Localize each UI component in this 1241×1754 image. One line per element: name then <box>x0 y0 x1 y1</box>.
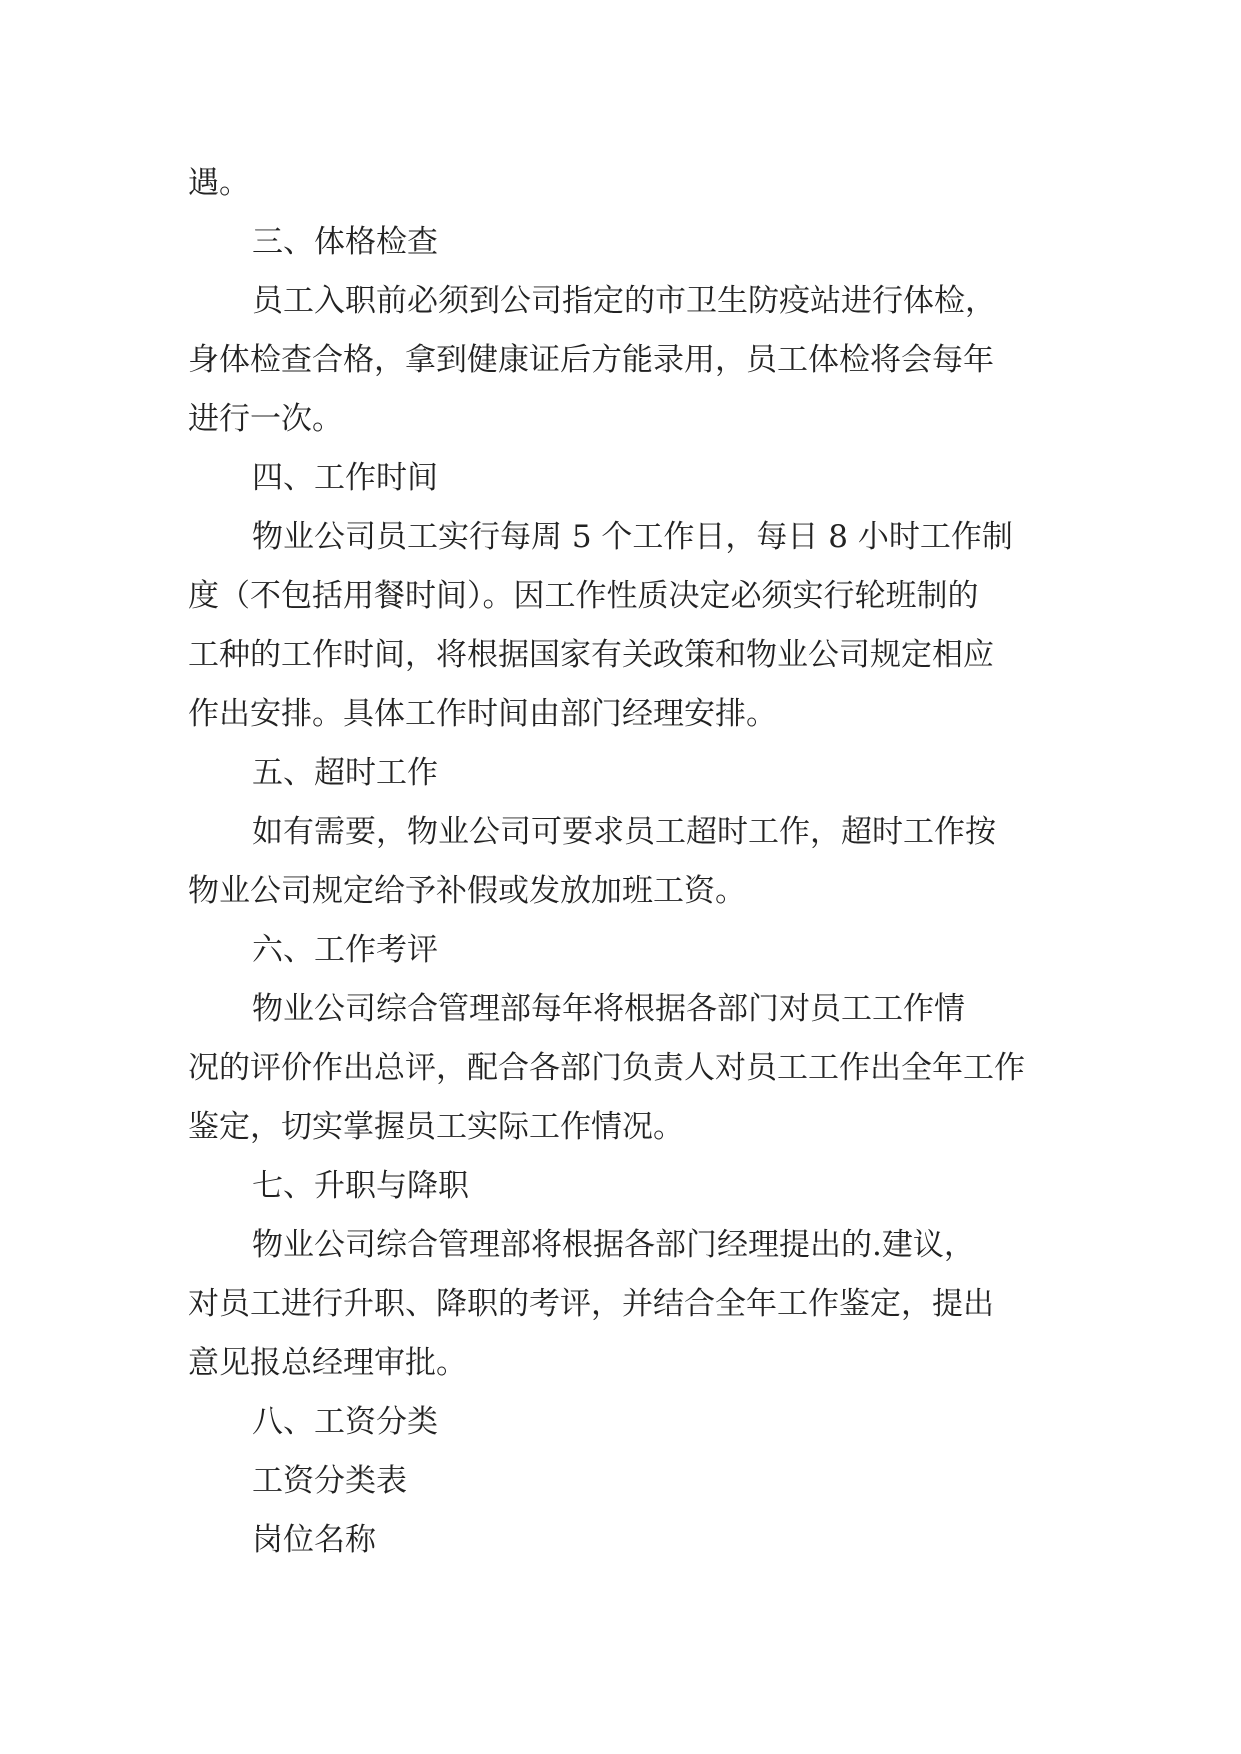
section-heading: 八、工资分类 <box>252 1404 438 1440</box>
text-line: 岗位名称 <box>252 1522 376 1558</box>
section-heading: 六、工作考评 <box>252 932 438 968</box>
section-heading: 四、工作时间 <box>252 460 438 496</box>
text-line: 度（不包括用餐时间）。因工作性质决定必须实行轮班制的 <box>188 578 979 614</box>
section-heading: 三、体格检查 <box>252 224 438 260</box>
text-line: 如有需要，物业公司可要求员工超时工作，超时工作按 <box>252 814 996 850</box>
text-line: 意见报总经理审批。 <box>188 1345 467 1381</box>
text-line: 鉴定，切实掌握员工实际工作情况。 <box>188 1109 684 1145</box>
section-heading: 七、升职与降职 <box>252 1168 469 1204</box>
text-line: 工资分类表 <box>252 1463 407 1499</box>
text-line: 进行一次。 <box>188 401 343 437</box>
text-line: 对员工进行升职、降职的考评，并结合全年工作鉴定，提出 <box>188 1286 994 1322</box>
text-line: 况的评价作出总评，配合各部门负责人对员工工作出全年工作 <box>188 1050 1025 1086</box>
section-heading: 五、超时工作 <box>252 755 438 791</box>
text-line: 工种的工作时间，将根据国家有关政策和物业公司规定相应 <box>188 637 994 673</box>
text-line: 身体检查合格，拿到健康证后方能录用，员工体检将会每年 <box>188 342 994 378</box>
text-line: 物业公司综合管理部每年将根据各部门对员工工作情 <box>252 991 965 1027</box>
text-line: 物业公司员工实行每周 5 个工作日，每日 8 小时工作制 <box>252 519 1013 555</box>
text-line: 员工入职前必须到公司指定的市卫生防疫站进行体检， <box>252 283 996 319</box>
text-line: 物业公司规定给予补假或发放加班工资。 <box>188 873 746 909</box>
text-line: 作出安排。具体工作时间由部门经理安排。 <box>188 696 777 732</box>
text-line: 遇。 <box>188 165 250 201</box>
text-line: 物业公司综合管理部将根据各部门经理提出的.建议， <box>252 1227 975 1263</box>
